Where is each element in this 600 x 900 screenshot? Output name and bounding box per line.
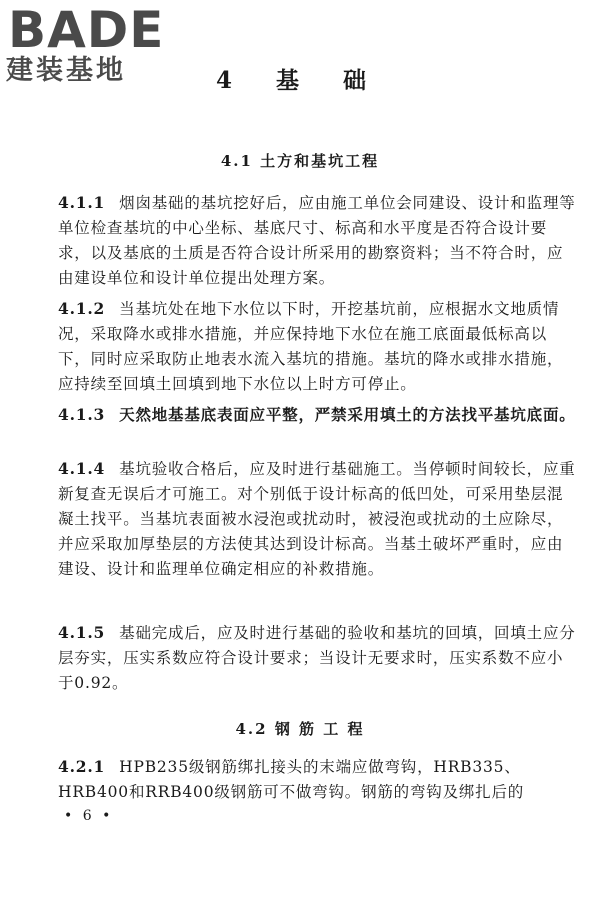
clause-number: 4.1.5 [58,623,106,642]
clause-number: 4.1.1 [58,193,106,212]
logo-wordmark: BADE [8,1,165,59]
chapter-title: 4 基 础 [215,67,385,94]
clause-text: 烟囱基础的基坑挖好后，应由施工单位会同建设、设计和监理等单位检查基坑的中心坐标、基底尺寸、标高和水平度是否符合设计要求，以及基底的土质是否符合设计所采用的勘察资料；当不符合时，应由建设单位和设计单位提出处理方案。 [58,194,576,287]
logo-subtitle: 建装基地 [6,55,126,86]
section-title: 4.2 钢 筋 工 程 [235,720,365,738]
page-number: • 6 • [64,808,114,824]
clause-4-2-1 [58,754,578,805]
clause-text: 当基坑处在地下水位以下时，开挖基坑前，应根据水文地质情况，采取降水或排水措施，并应保持地下水位在施工底面最低标高以下，同时应采取防止地表水流入基坑的措施。基坑的降水或排水措施，应持续至回填土回填到地下水位以上时方可停止。 [58,300,564,393]
clause-text: 基础完成后，应及时进行基础的验收和基坑的回填，回填土应分层夯实，压实系数应符合设计要求；当设计无要求时，压实系数不应小于0.92。 [58,624,576,692]
clause-4-1-5 [58,620,578,696]
clause-number: 4.1.3 [58,405,106,424]
clause-number: 4.2.1 [58,757,106,776]
clause-4-1-3 [58,402,578,427]
clause-4-1-4 [58,456,578,582]
section-title: 4.1 土方和基坑工程 [220,152,380,170]
clause-text: 基坑验收合格后，应及时进行基础施工。当停顿时间较长，应重新复查无误后才可施工。对个别低于设计标高的低凹处，可采用垫层混凝土找平。当基坑表面被水浸泡或扰动时，被浸泡或扰动的土应除尽，并应采取加厚垫层的方法使其达到设计标高。当基土破坏严重时，应由建设、设计和监理单位确定相应的补救措施。 [58,460,576,578]
clause-text: HPB235级钢筋绑扎接头的末端应做弯钩，HRB335、HRB400和RRB400级钢筋可不做弯钩。钢筋的弯钩及绑扎后的 [58,758,525,801]
clause-number: 4.1.2 [58,299,106,318]
clause-4-1-2 [58,296,578,397]
clause-text: 天然地基基底表面应平整，严禁采用填土的方法找平基坑底面。 [119,405,576,424]
clause-4-1-1 [58,190,578,291]
clause-number: 4.1.4 [58,459,106,478]
